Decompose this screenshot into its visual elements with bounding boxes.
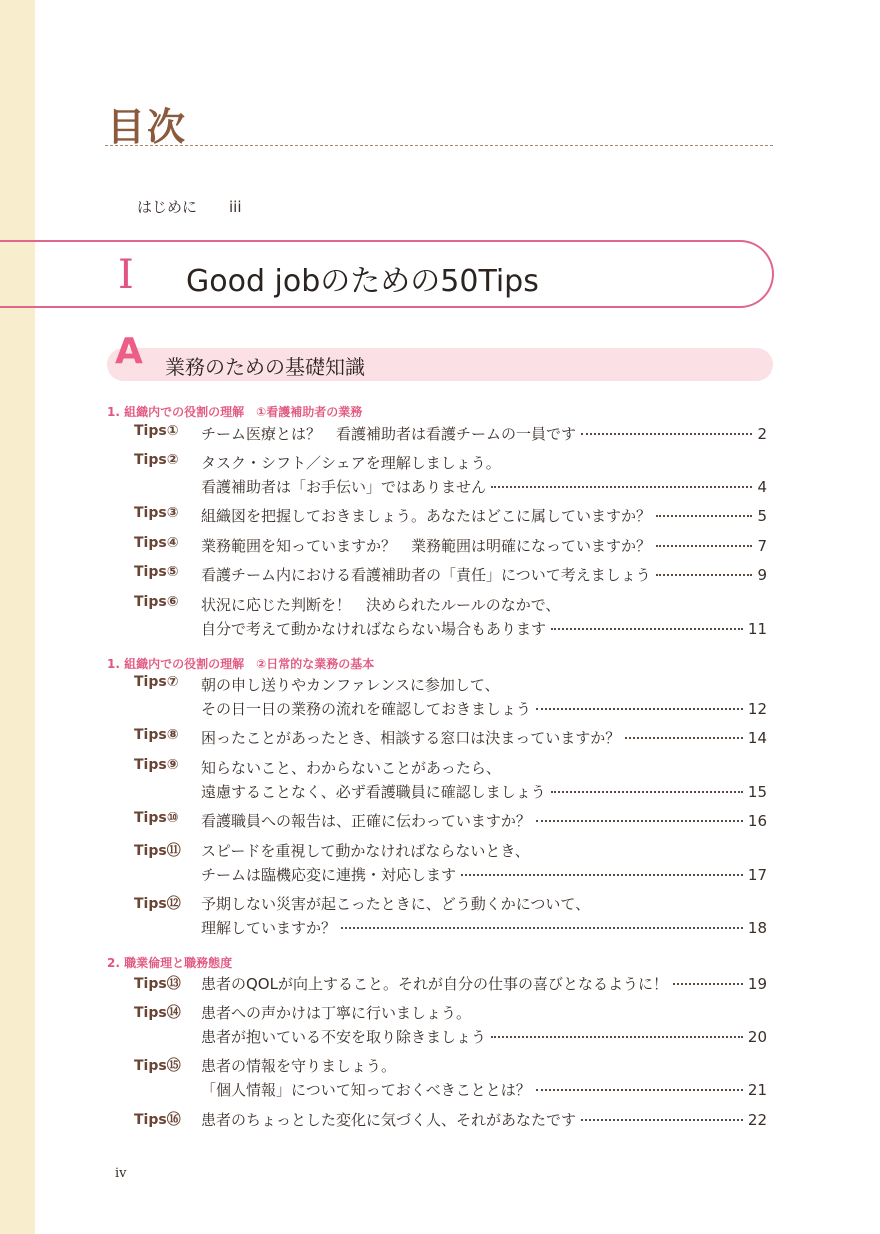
entry-text: タスク・シフト／シェアを理解しましょう。 — [201, 454, 501, 472]
side-color-band — [0, 0, 35, 1234]
dot-leader — [656, 545, 752, 547]
page-number: 21 — [747, 1081, 767, 1099]
entry-text: 遠慮することなく、必ず看護職員に確認しましょう — [201, 783, 546, 801]
tip-label: Tips⑤ — [134, 564, 179, 580]
tip-label: Tips⑥ — [134, 594, 179, 610]
tip-label: Tips⑮ — [134, 1058, 181, 1074]
dot-leader — [581, 433, 752, 435]
tip-label: Tips⑦ — [134, 674, 179, 690]
entry-text: 困ったことがあったとき、相談する窓口は決まっていますか？ — [201, 729, 621, 747]
dot-leader — [581, 1119, 743, 1121]
entry-text: 患者が抱いている不安を取り除きましょう — [201, 1028, 487, 1046]
dot-leader — [551, 628, 743, 630]
entry-text: 状況に応じた判断を！ 決められたルールのなかで、 — [201, 596, 561, 614]
page-number: 7 — [757, 537, 767, 555]
entry-text: 患者への声かけは丁寧に行いましょう。 — [201, 1004, 472, 1022]
page-number: 12 — [747, 700, 767, 718]
title-divider — [105, 145, 773, 146]
entry-text: 「個人情報」について知っておくべきこととは？ — [201, 1081, 531, 1099]
entry-text: 看護補助者は「お手伝い」ではありません — [201, 478, 487, 496]
dot-leader — [491, 1036, 743, 1038]
entry-text: 患者のQOLが向上すること。それが自分の仕事の喜びとなるように！ — [201, 975, 668, 993]
dot-leader — [461, 874, 743, 876]
entry-text: 患者の情報を守りましょう。 — [201, 1057, 397, 1075]
entry-text: 看護職員への報告は、正確に伝わっていますか？ — [201, 812, 531, 830]
entry-text: 看護チーム内における看護補助者の「責任」について考えましょう — [201, 566, 651, 584]
entry-text: スピードを重視して動かなければならないとき、 — [201, 842, 530, 860]
tip-label: Tips④ — [134, 535, 179, 551]
entry-text: 組織図を把握しておきましょう。あなたはどこに属していますか？ — [201, 507, 652, 525]
group-heading-2: 1. 組織内での役割の理解 ②日常的な業務の基本 — [107, 657, 375, 671]
entry-text: 業務範囲を知っていますか？ 業務範囲は明確になっていますか？ — [201, 537, 652, 555]
page-title: 目次 — [107, 105, 188, 149]
page-number: 17 — [747, 866, 767, 884]
entry-text: その日一日の業務の流れを確認しておきましょう — [201, 700, 532, 718]
tip-label: Tips⑫ — [134, 896, 181, 912]
part-number: I — [118, 252, 134, 298]
dot-leader — [551, 791, 743, 793]
page-number: 14 — [747, 729, 767, 747]
dot-leader — [536, 708, 743, 710]
page-number: 15 — [747, 783, 767, 801]
dot-leader — [341, 927, 743, 929]
page-number: 20 — [747, 1028, 767, 1046]
dot-leader — [625, 737, 743, 739]
dot-leader — [656, 574, 753, 576]
intro-page-number: iii — [229, 198, 242, 216]
section-title: 業務のための基礎知識 — [165, 355, 365, 379]
dot-leader — [656, 515, 752, 517]
page-number: 2 — [757, 425, 767, 443]
tip-label: Tips⑪ — [134, 843, 181, 859]
dot-leader — [536, 820, 743, 822]
entry-text: 自分で考えて動かなければならない場合もあります — [201, 620, 547, 638]
page-number: 11 — [747, 620, 767, 638]
tip-label: Tips② — [134, 452, 179, 468]
entry-text: 知らないこと、わからないことがあったら、 — [201, 759, 501, 777]
page-number: 16 — [747, 812, 767, 830]
part-title: Good jobのための50Tips — [186, 264, 539, 299]
page-number: 22 — [747, 1111, 767, 1129]
tip-label: Tips① — [134, 423, 179, 439]
intro-entry[interactable] — [137, 196, 242, 217]
entry-text: 患者のちょっとした変化に気づく人、それがあなたです — [201, 1111, 577, 1129]
tip-label: Tips⑧ — [134, 727, 179, 743]
page-number: 4 — [757, 478, 767, 496]
entry-text: 朝の申し送りやカンファレンスに参加して、 — [201, 676, 500, 694]
group-heading-1: 1. 組織内での役割の理解 ①看護補助者の業務 — [107, 405, 363, 419]
tip-label: Tips⑩ — [134, 810, 179, 826]
dot-leader — [673, 983, 743, 985]
tip-label: Tips⑨ — [134, 757, 179, 773]
page-number: 18 — [747, 919, 767, 937]
dot-leader — [536, 1089, 743, 1091]
page-number: 9 — [757, 566, 767, 584]
entry-text: チーム医療とは？ 看護補助者は看護チームの一員です — [201, 425, 577, 443]
page-folio: iv — [115, 1166, 127, 1181]
page-number: 19 — [747, 975, 767, 993]
tip-label: Tips⑬ — [134, 976, 181, 992]
entry-text: 理解していますか？ — [201, 919, 337, 937]
group-heading-3: 2. 職業倫理と職務態度 — [107, 956, 233, 970]
dot-leader — [491, 486, 752, 488]
entry-text: チームは臨機応変に連携・対応します — [201, 866, 457, 884]
section-letter: A — [115, 331, 143, 372]
tip-label: Tips⑭ — [134, 1005, 181, 1021]
tip-label: Tips⑯ — [134, 1112, 181, 1128]
entry-text: 予期しない災害が起こったときに、どう動くかについて、 — [201, 895, 591, 913]
page-number: 5 — [757, 507, 767, 525]
intro-label: はじめに — [137, 198, 198, 216]
tip-label: Tips③ — [134, 505, 179, 521]
